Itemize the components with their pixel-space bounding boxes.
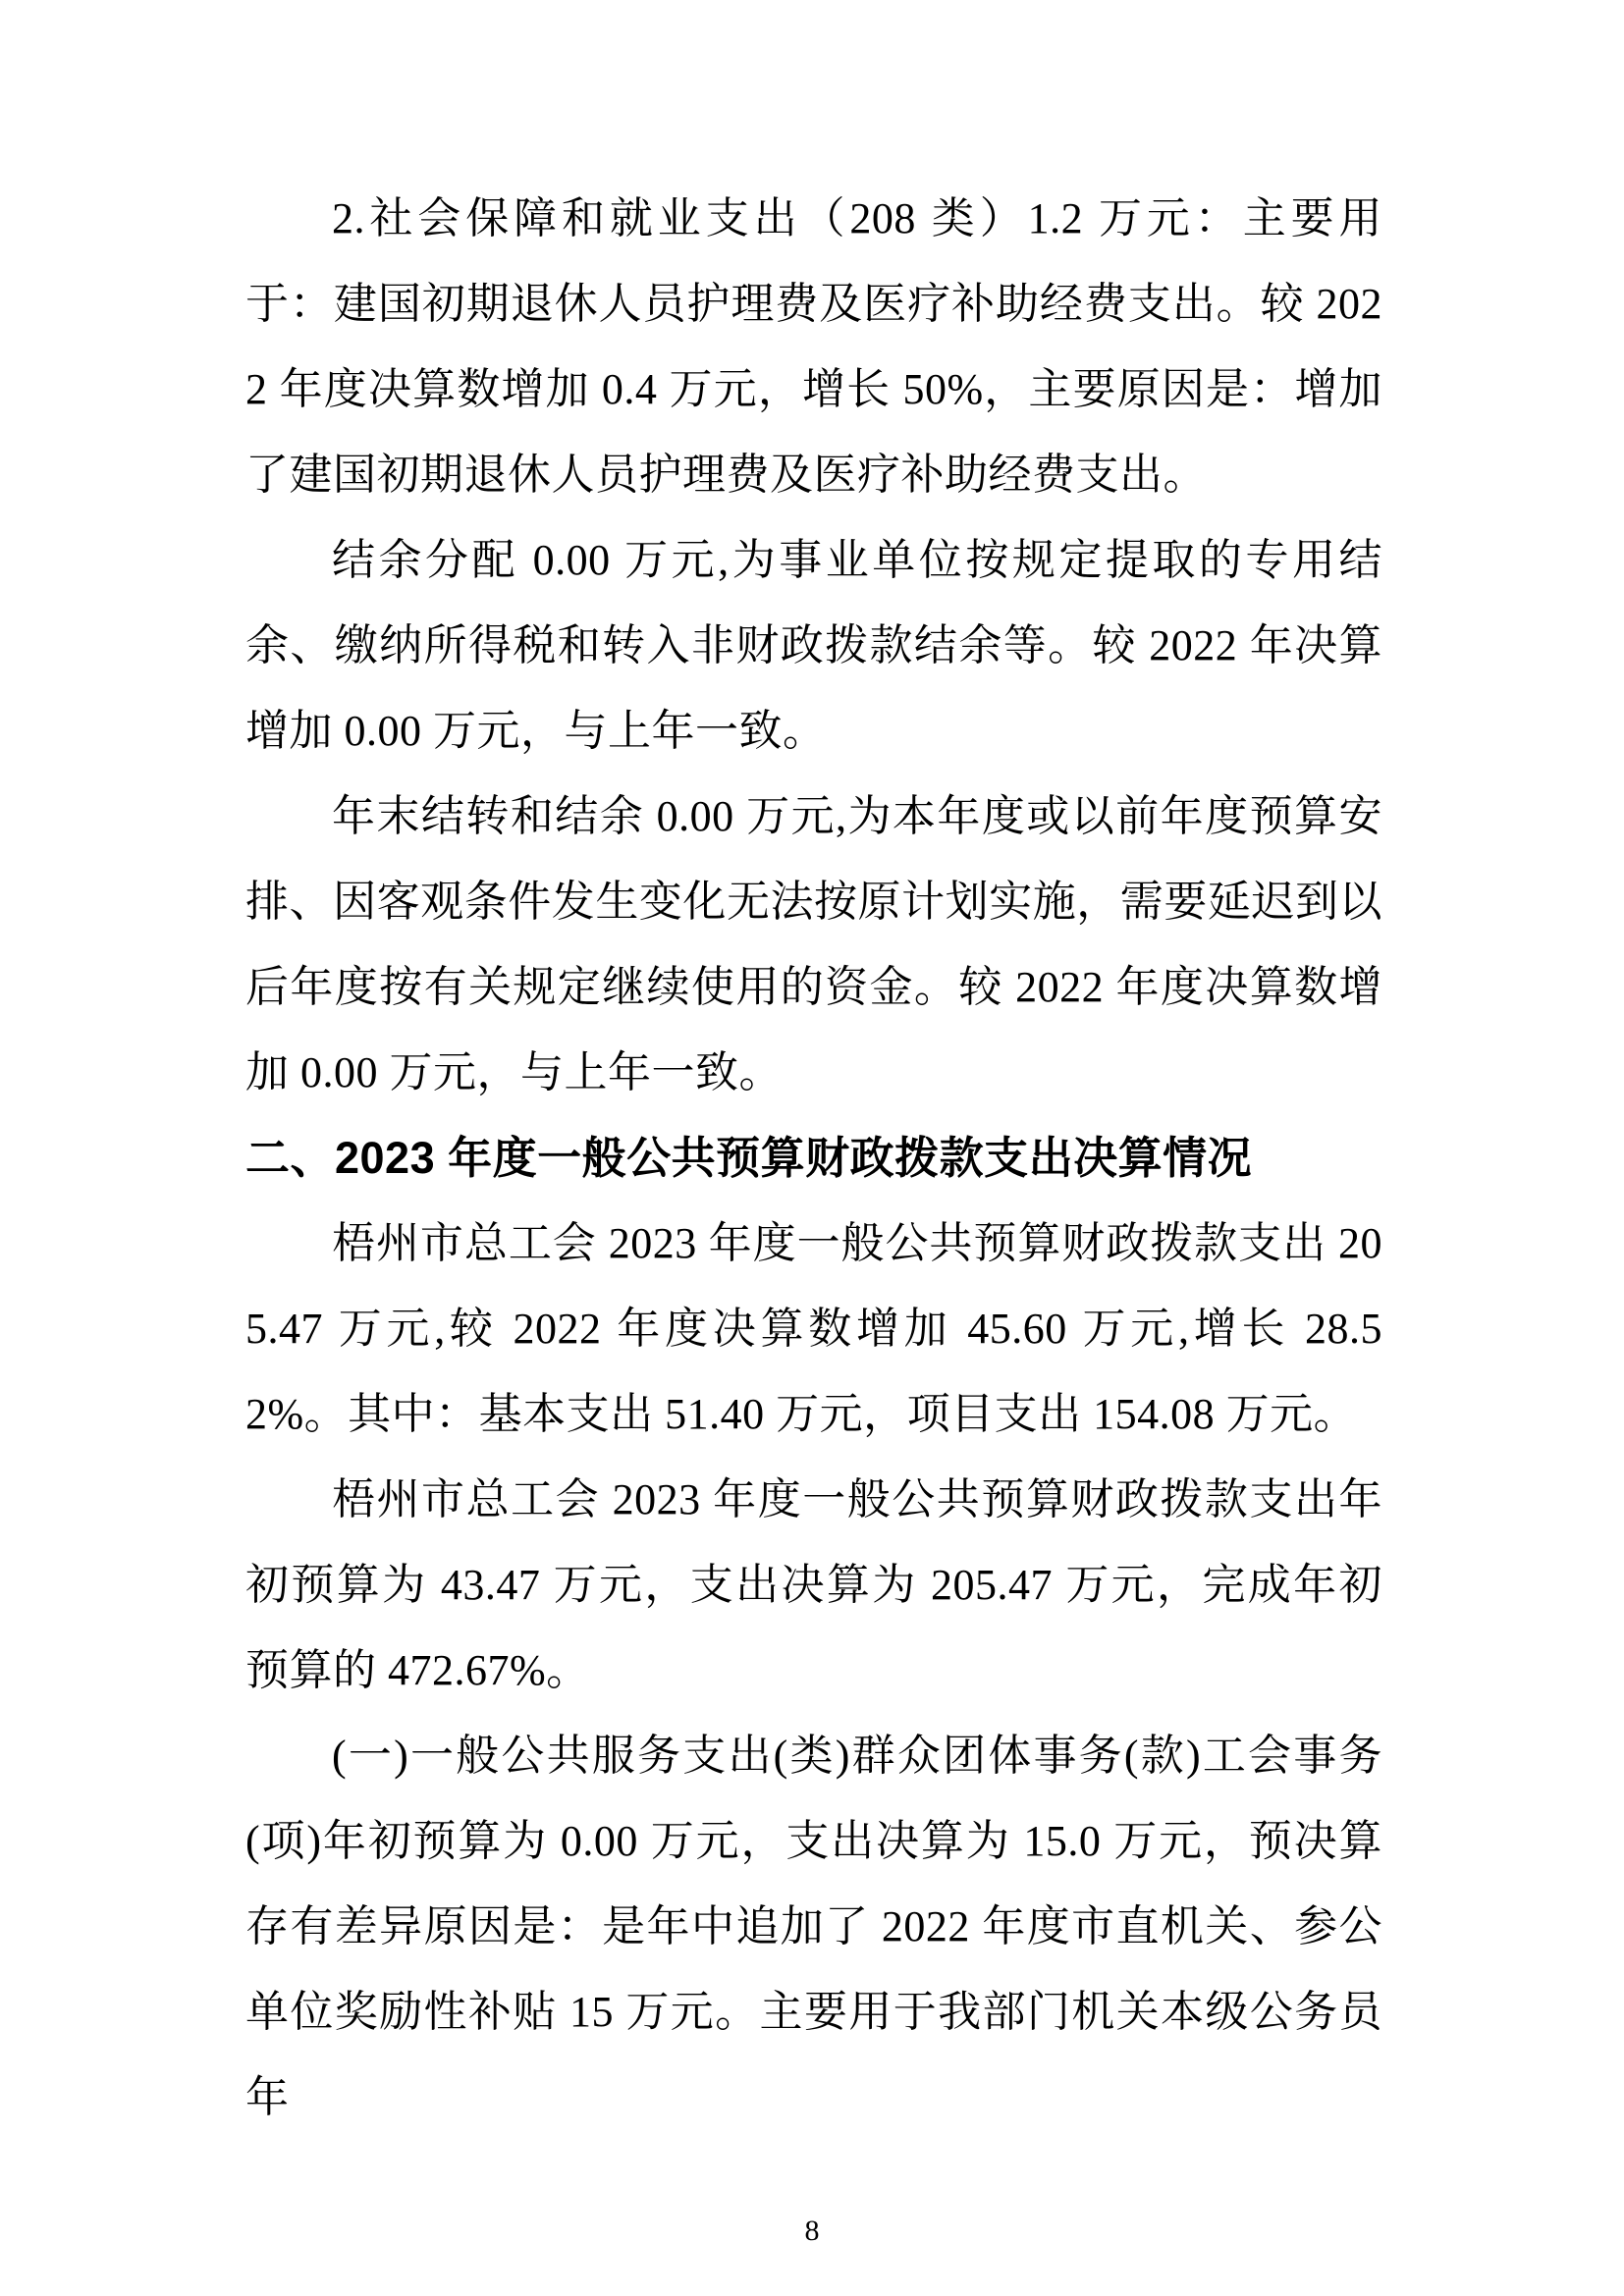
paragraph-total-fiscal-expenditure: 梧州市总工会 2023 年度一般公共预算财政拨款支出 205.47 万元,较 2022 年度决算数增加 45.60 万元,增长 28.52%。其中：基本支出 51.40 万元，项目支出 154.08 万元。 <box>245 1219 1382 1438</box>
document-body <box>245 176 1382 2140</box>
paragraph-surplus-distribution: 结余分配 0.00 万元,为事业单位按规定提取的专用结余、缴纳所得税和转入非财政拨款结余等。较 2022 年决算增加 0.00 万元，与上年一致。 <box>245 536 1382 755</box>
page-number: 8 <box>804 2215 820 2247</box>
section-heading-2023-budget-expenditure: 二、2023 年度一般公共预算财政拨款支出决算情况 <box>245 1133 1253 1183</box>
paragraph-year-end-carryover: 年末结转和结余 0.00 万元,为本年度或以前年度预算安排、因客观条件发生变化无法按原计划实施，需要延迟到以后年度按有关规定继续使用的资金。较 2022 年度决算数增加 0.00 万元，与上年一致。 <box>245 792 1382 1096</box>
paragraph-social-security-expenditure: 2.社会保障和就业支出（208 类）1.2 万元：主要用于：建国初期退休人员护理费及医疗补助经费支出。较 2022 年度决算数增加 0.4 万元，增长 50%，主要原因是：增加了建国初期退休人员护理费及医疗补助经费支出。 <box>245 194 1382 499</box>
paragraph-budget-vs-final-accounts: 梧州市总工会 2023 年度一般公共预算财政拨款支出年初预算为 43.47 万元，支出决算为 205.47 万元，完成年初预算的 472.67%。 <box>245 1475 1382 1694</box>
paragraph-general-public-service-expenditure: (一)一般公共服务支出(类)群众团体事务(款)工会事务(项)年初预算为 0.00 万元，支出决算为 15.0 万元，预决算存有差异原因是：是年中追加了 2022 年度市直机关、参公单位奖励性补贴 15 万元。主要用于我部门机关本级公务员年 <box>245 1732 1382 2121</box>
